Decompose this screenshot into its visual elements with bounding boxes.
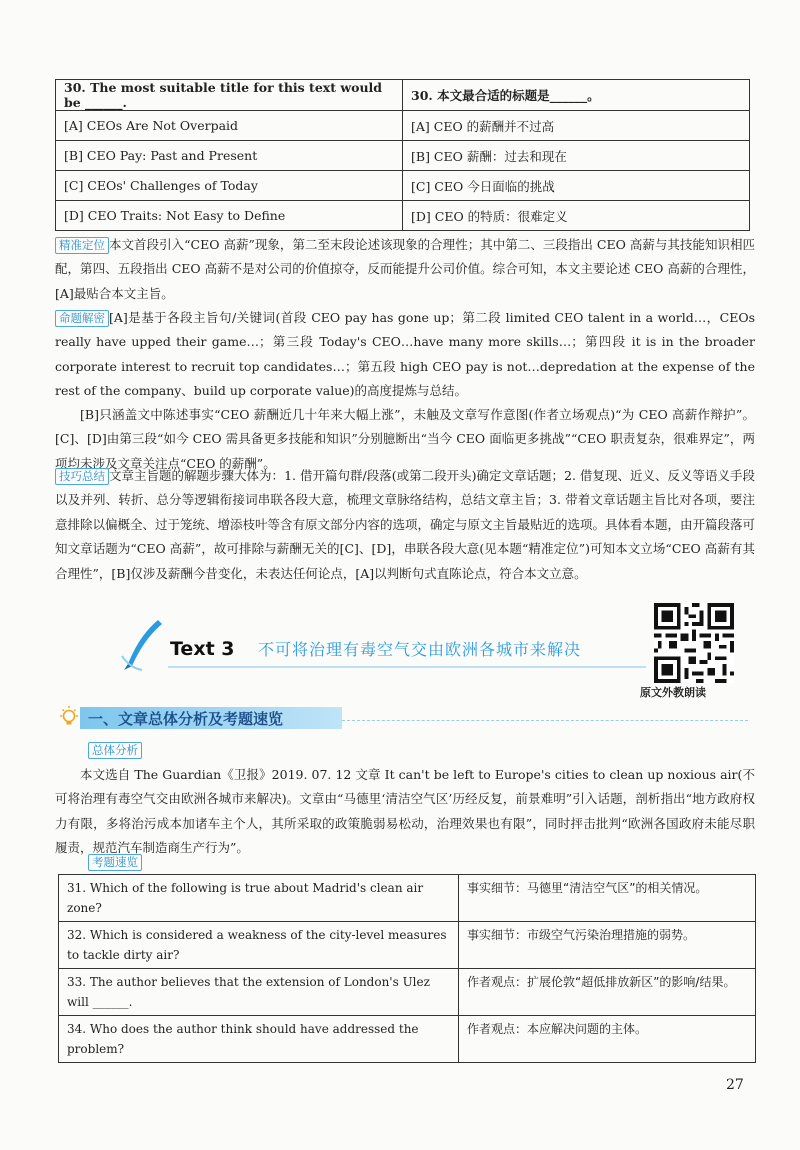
- q30-header-en: 30. The most suitable title for this text would be ______.: [56, 80, 403, 111]
- qr-caption: 原文外教朗读: [640, 686, 706, 699]
- question-hint: 事实细节：马德里“清洁空气区”的相关情况。: [459, 875, 756, 922]
- skill-paragraph: [55, 464, 755, 586]
- table-row: [59, 969, 756, 1016]
- question-text: 32. Which is considered a weakness of the city-level measures to tackle dirty air?: [59, 922, 459, 969]
- q30-option-cn: [A] CEO 的薪酬并不过高: [403, 111, 750, 141]
- text3-label: Text 3: [170, 638, 235, 660]
- table-row: [59, 1016, 756, 1063]
- lightbulb-icon: [58, 705, 80, 731]
- q30-header-cn: 30. 本文最合适的标题是______。: [403, 80, 750, 111]
- text3-underline: [168, 666, 646, 668]
- q30-option-cn: [D] CEO 的特质：很难定义: [403, 201, 750, 231]
- question-text: 34. Who does the author think should have addressed the problem?: [59, 1016, 459, 1063]
- q30-option-en: [C] CEOs' Challenges of Today: [56, 171, 403, 201]
- decode-paragraph: [55, 306, 755, 404]
- question-hint: 事实细节：市级空气污染治理措施的弱势。: [459, 922, 756, 969]
- overview-paragraph: 本文选自 The Guardian《卫报》2019. 07. 12 文章 It can't be left to Europe's cities to clean up noxious air(不可将治理有毒空气交由欧洲各城市来解决)。文章由“马德里‘清洁空气区’历经反复，前景难明”引入话题，剖析指出“地方政府权力有限，多将治污成本加诸车主个人，其所采取的政策脆弱易松动，治理效果也有限”，同时抨击批判“欧洲各国政府未能尽职履责，规范汽车制造商生产行为”。: [55, 767, 755, 856]
- precise-paragraph: [55, 233, 755, 306]
- skill-tag: 技巧总结: [55, 468, 109, 485]
- q30-option-cn: [C] CEO 今日面临的挑战: [403, 171, 750, 201]
- question-text: 33. The author believes that the extension of London's Ulez will ______.: [59, 969, 459, 1016]
- q30-option-en: [D] CEO Traits: Not Easy to Define: [56, 201, 403, 231]
- preview-tag: 考题速览: [88, 854, 142, 871]
- distract-paragraph: [B]只涵盖文中陈述事实“CEO 薪酬近几十年来大幅上涨”，未触及文章写作意图(作者立场观点)“为 CEO 高薪作辩护”。[C]、[D]由第三段“如今 CEO 需具备更多技能和知识”分别臆断出“当今 CEO 面临更多挑战”“CEO 职责复杂，很难界定”，两项均未涉及文章关注点“CEO 的薪酬”。: [55, 407, 755, 471]
- questions-table: [58, 874, 756, 1063]
- page-number: 27: [726, 1077, 744, 1093]
- q30-option-cn: [B] CEO 薪酬：过去和现在: [403, 141, 750, 171]
- section-divider: [342, 720, 748, 721]
- pen-icon: [118, 616, 166, 672]
- table-row: [59, 922, 756, 969]
- q30-table: [55, 79, 750, 231]
- overview-tag: 总体分析: [88, 742, 142, 759]
- q30-option-en: [B] CEO Pay: Past and Present: [56, 141, 403, 171]
- overview-tag-row: [88, 738, 748, 762]
- skill-text: 文章主旨题的解题步骤大体为：1. 借开篇句群/段落(或第二段开头)确定文章话题；2. 借复现、近义、反义等语义手段以及并列、转折、总分等逻辑衔接词串联各段大意，梳理文章脉络结构，总结文章主旨；3. 带着文章话题主旨比对各项，要注意排除以偏概全、过于笼统、增添枝叶等含有原文部分内容的选项，确定与原文主旨最贴近的选项。具体看本题，由开篇段落可知文章话题为“CEO 高薪”，故可排除与薪酬无关的[C]、[D]，串联各段大意(见本题“精准定位”)可知本文立场“CEO 高薪有其合理性”，[B]仅涉及薪酬今昔变化，未表达任何论点，[A]以判断句式直陈论点，符合本文立意。: [55, 468, 756, 581]
- text3-title: 不可将治理有毒空气交由欧洲各城市来解决: [258, 640, 582, 659]
- preview-tag-row: [88, 850, 748, 874]
- section-heading: 一、文章总体分析及考题速览: [88, 710, 284, 728]
- question-hint: 作者观点：本应解决问题的主体。: [459, 1016, 756, 1063]
- question-text: 31. Which of the following is true about Madrid's clean air zone?: [59, 875, 459, 922]
- precise-tag: 精准定位: [55, 237, 109, 254]
- qr-code[interactable]: [654, 603, 734, 683]
- question-hint: 作者观点：扩展伦敦“超低排放新区”的影响/结果。: [459, 969, 756, 1016]
- decode-tag: 命题解密: [55, 310, 109, 327]
- text3-banner: [108, 612, 648, 684]
- precise-text: 本文首段引入“CEO 高薪”现象，第二至末段论述该现象的合理性；其中第二、三段指出 CEO 高薪与其技能知识相匹配，第四、五段指出 CEO 高薪不是对公司的价值掠夺，反而能提升公司价值。综合可知，本文主要论述 CEO 高薪的合理性，[A]最贴合本文主旨。: [55, 237, 755, 301]
- decode-text: [A]是基于各段主旨句/关键词(首段 CEO pay has gone up；第二段 limited CEO talent in a world…，CEOs really have upped their game…；第三段 Today's CEO…have many more skills…；第四段 it is in the broader corporate interest to recruit top candidates…；第五段 high CEO pay is not…depredation at the expense of the rest of the company、build up corporate value)的高度提炼与总结。: [55, 310, 755, 399]
- table-row: [59, 875, 756, 922]
- section-heading-bar: [58, 705, 748, 733]
- q30-option-en: [A] CEOs Are Not Overpaid: [56, 111, 403, 141]
